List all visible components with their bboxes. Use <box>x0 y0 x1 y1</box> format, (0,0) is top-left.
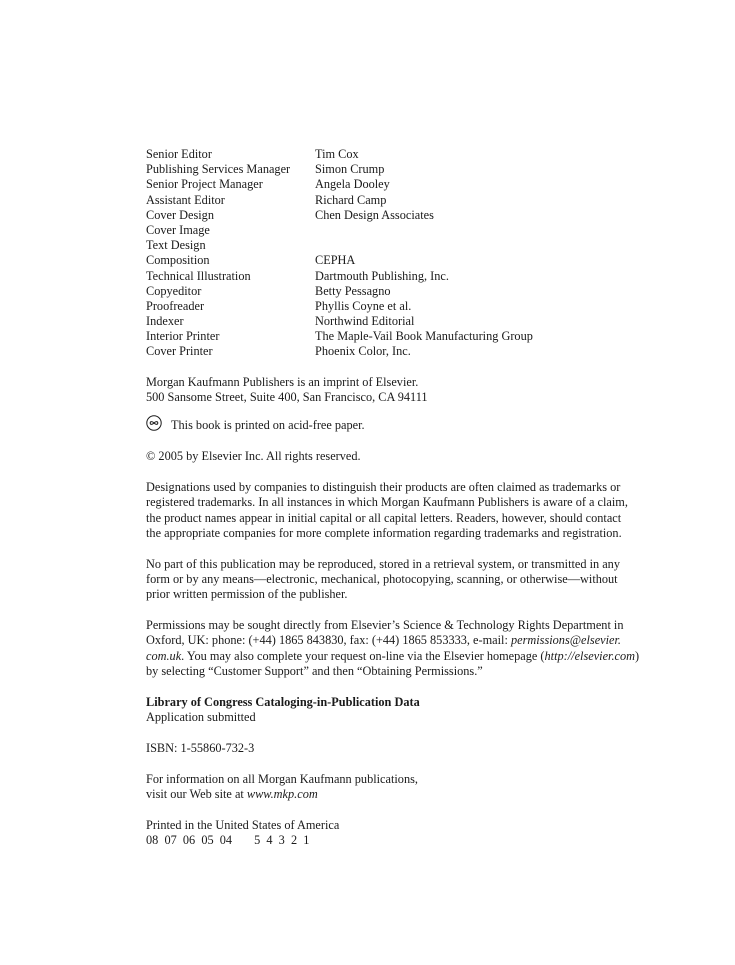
credit-row <box>146 253 661 268</box>
loc-status: Application submitted <box>146 710 256 725</box>
permissions-email-link[interactable]: permissions@elsevier. <box>510 633 621 648</box>
credit-role: Text Design <box>146 238 206 253</box>
loc-block <box>146 695 661 726</box>
credit-row <box>146 223 661 238</box>
credit-name <box>315 238 661 253</box>
credit-name: Angela Dooley <box>315 177 390 192</box>
credit-name: Chen Design Associates <box>315 207 434 222</box>
copyright-page <box>146 147 661 848</box>
credit-name: The Maple-Vail Book Manufacturing Group <box>315 329 533 344</box>
paragraph-line: by selecting “Customer Support” and then “Obtaining Permissions.” <box>146 663 483 678</box>
credit-row <box>146 314 661 329</box>
permissions-contact-text: Oxford, UK: phone: (+44) 1865 843830, fax: (+44) 1865 853333, e-mail: <box>146 633 511 648</box>
credit-name: Northwind Editorial <box>315 314 415 329</box>
credit-row <box>146 208 661 223</box>
credit-name: Simon Crump <box>315 162 385 177</box>
publisher-address: 500 Sansome Street, Suite 400, San Francisco, CA 94111 <box>146 390 428 405</box>
infinity-icon <box>146 415 162 431</box>
credit-name: Betty Pessagno <box>315 283 391 298</box>
credit-role: Senior Editor <box>146 147 212 161</box>
paragraph-line: the appropriate companies for more complete information regarding trademarks and registration. <box>146 525 622 540</box>
acid-free-text: This book is printed on acid-free paper. <box>171 418 365 433</box>
credit-name: Richard Camp <box>315 192 387 207</box>
paragraph-line: Permissions may be sought directly from Elsevier’s Science & Technology Rights Department in <box>146 618 624 633</box>
publisher-line: Morgan Kaufmann Publishers is an imprint of Elsevier. <box>146 375 419 390</box>
copyright-line <box>146 449 661 464</box>
credit-role: Indexer <box>146 314 184 329</box>
paragraph-line: Designations used by companies to distinguish their products are often claimed as trademarks or <box>146 480 621 495</box>
credit-name <box>315 223 661 238</box>
loc-heading: Library of Congress Cataloging-in-Publication Data <box>146 694 420 709</box>
info-text: visit our Web site at <box>146 786 247 801</box>
paragraph-line: No part of this publication may be reproduced, stored in a retrieval system, or transmitted in any <box>146 556 620 571</box>
elsevier-homepage-link[interactable]: http://elsevier.com <box>544 648 636 663</box>
paragraph-line: form or by any means—electronic, mechanical, photocopying, scanning, or otherwise—without <box>146 572 618 586</box>
paragraph-line: prior written permission of the publisher. <box>146 587 348 602</box>
credit-role: Technical Illustration <box>146 268 251 283</box>
credit-role: Composition <box>146 253 210 268</box>
publisher-imprint <box>146 375 661 406</box>
credit-role: Assistant Editor <box>146 192 225 207</box>
credit-row <box>146 177 661 192</box>
paragraph-line: registered trademarks. In all instances in which Morgan Kaufmann Publishers is aware of a claim, <box>146 495 628 510</box>
credit-name: CEPHA <box>315 253 356 268</box>
paragraph-line <box>146 649 661 664</box>
info-line: For information on all Morgan Kaufmann publications, <box>146 771 418 786</box>
credit-name: Dartmouth Publishing, Inc. <box>315 268 449 283</box>
credit-name: Phoenix Color, Inc. <box>315 344 411 359</box>
credit-row <box>146 329 661 344</box>
paragraph-line: the product names appear in initial capital or all capital letters. Readers, however, should contact <box>146 510 622 525</box>
printing-sequence: 5 4 3 2 1 <box>254 833 310 848</box>
trademark-paragraph <box>146 480 661 541</box>
credit-row <box>146 238 661 253</box>
credit-row <box>146 269 661 284</box>
acid-free-notice <box>146 418 661 434</box>
copyright-text: © 2005 by Elsevier Inc. All rights reserved. <box>146 449 361 464</box>
info-block <box>146 772 661 803</box>
permissions-paragraph <box>146 618 661 679</box>
printed-country: Printed in the United States of America <box>146 817 340 832</box>
credit-row <box>146 162 661 177</box>
credit-row <box>146 344 661 359</box>
credit-role: Proofreader <box>146 298 205 313</box>
credit-role: Publishing Services Manager <box>146 162 291 177</box>
credit-role: Copyeditor <box>146 283 202 298</box>
credit-name: Tim Cox <box>315 147 359 161</box>
printed-block <box>146 818 661 849</box>
production-credits <box>146 147 661 360</box>
paragraph-line <box>146 633 661 648</box>
credit-row <box>146 147 661 162</box>
credit-role: Senior Project Manager <box>146 177 263 192</box>
credit-role: Interior Printer <box>146 329 220 344</box>
isbn-text: ISBN: 1-55860-732-3 <box>146 740 255 755</box>
reproduction-paragraph <box>146 557 661 603</box>
isbn-block <box>146 741 661 756</box>
printing-years: 08 07 06 05 04 <box>146 833 233 848</box>
credit-row <box>146 299 661 314</box>
paren-close: ) <box>635 648 640 663</box>
printing-numbers <box>146 833 661 848</box>
permissions-online-text: . You may also complete your request on-line via the Elsevier homepage ( <box>181 648 545 663</box>
credit-row <box>146 193 661 208</box>
credit-role: Cover Image <box>146 222 210 237</box>
credit-role: Cover Design <box>146 207 214 222</box>
credit-role: Cover Printer <box>146 344 213 359</box>
credit-name: Phyllis Coyne et al. <box>315 298 412 313</box>
mkp-website-link[interactable]: www.mkp.com <box>246 786 318 801</box>
credit-row <box>146 284 661 299</box>
permissions-email-link-cont[interactable]: com.uk <box>146 648 182 663</box>
info-line <box>146 787 661 802</box>
